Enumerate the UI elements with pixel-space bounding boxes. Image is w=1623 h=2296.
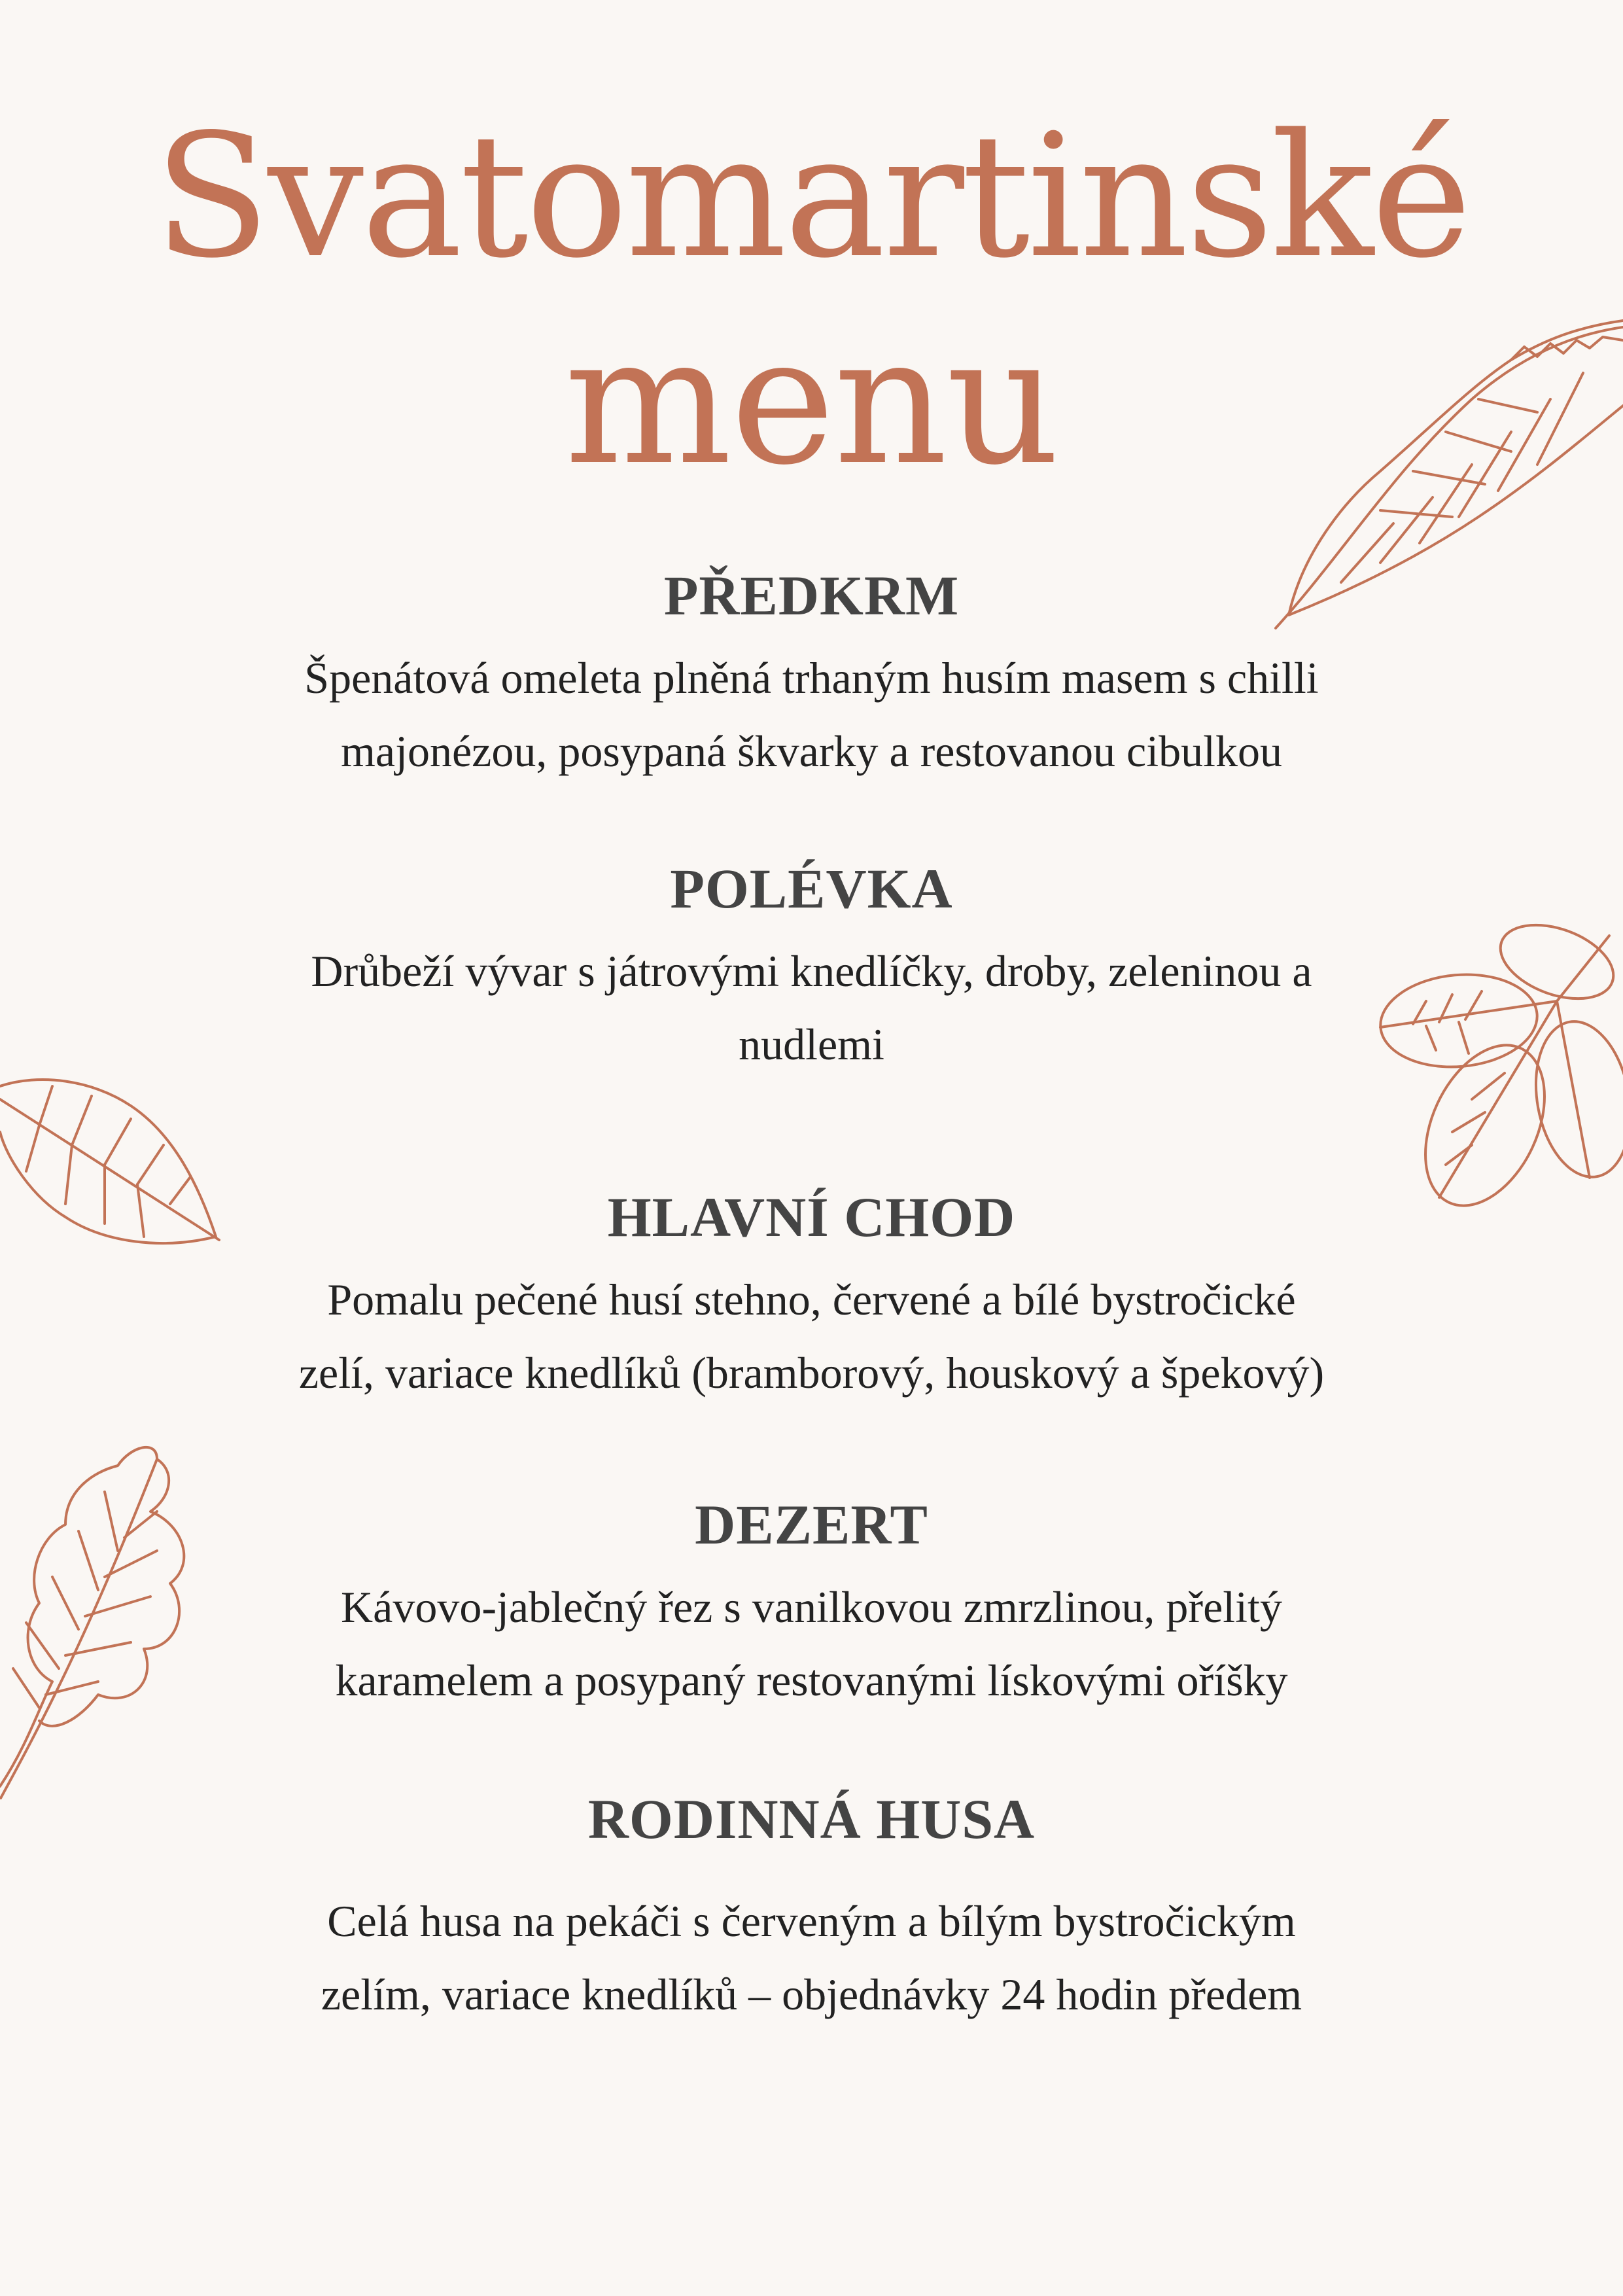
section-predkrm: [0, 556, 1623, 788]
section-heading: HLAVNÍ CHOD: [607, 1186, 1016, 1248]
section-line: Celá husa na pekáči s červeným a bílým bystročickým: [327, 1896, 1296, 1946]
section-line: Špenátová omeleta plněná trhaným husím masem s chilli: [304, 653, 1319, 703]
section-hlavni-chod: [0, 1178, 1623, 1409]
section-line: Kávovo-jablečný řez s vanilkovou zmrzlinou, přelitý: [341, 1582, 1282, 1632]
section-line: Drůbeží vývar s játrovými knedlíčky, droby, zeleninou a: [311, 946, 1312, 996]
section-rodinna-husa: [0, 1780, 1623, 2031]
section-heading: POLÉVKA: [670, 857, 953, 920]
section-line: zelím, variace knedlíků – objednávky 24 hodin předem: [321, 1969, 1302, 2019]
section-line: majonézou, posypaná škvarky a restovanou cibulkou: [341, 726, 1282, 776]
section-polevka: [0, 849, 1623, 1081]
section-heading: RODINNÁ HUSA: [587, 1788, 1036, 1850]
section-heading: PŘEDKRM: [663, 564, 960, 627]
menu-title-line1: Svatomartinské: [154, 98, 1469, 296]
section-heading: DEZERT: [695, 1493, 928, 1556]
section-line: zelí, variace knedlíků (bramborový, houskový a špekový): [298, 1348, 1325, 1398]
section-line: nudlemi: [739, 1019, 884, 1069]
section-line: karamelem a posypaný restovanými lískovými oříšky: [335, 1655, 1288, 1705]
menu-title-line2: menu: [564, 298, 1059, 504]
section-line: Pomalu pečené husí stehno, červené a bílé bystročické: [327, 1275, 1296, 1324]
section-dezert: [0, 1485, 1623, 1717]
